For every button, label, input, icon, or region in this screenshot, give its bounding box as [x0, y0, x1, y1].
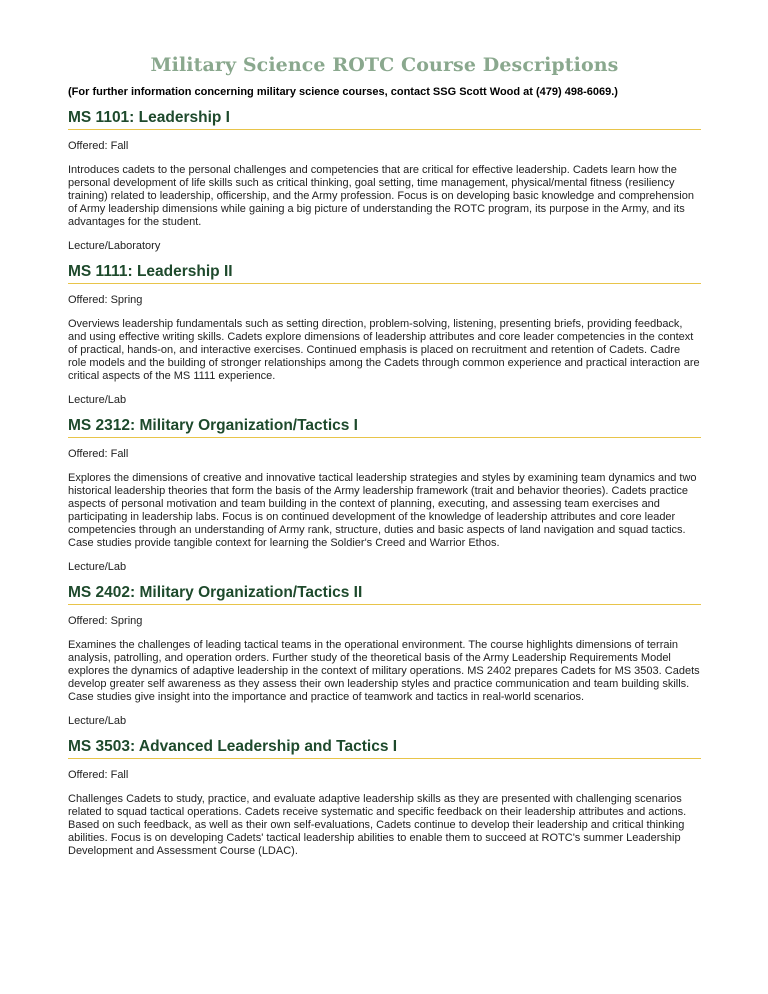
course-format: Lecture/Laboratory	[68, 240, 161, 252]
course-ms-3503	[68, 737, 701, 858]
course-description: Explores the dimensions of creative and innovative tactical leadership strategies and styles by examining team dynamics and two historical leadership theories that form the basis of the Army leadership framework (trait and behavior theories). Cadets practice aspects of personal motivation and team building in the context of planning, executing, and assessing team exercises and participating in leadership labs. Focus is on continued development of the knowledge of leadership attributes and core leader competencies through an understanding of Army rank, structure, duties and basic aspects of land navigation and squad tactics. Case studies provide tangible context for learning the Soldier's Creed and Warrior Ethos.	[68, 472, 697, 549]
course-title: MS 1111: Leadership II	[68, 262, 701, 284]
course-ms-1101	[68, 108, 701, 253]
course-offered: Offered: Fall	[68, 769, 129, 781]
course-description: Introduces cadets to the personal challenges and competencies that are critical for effective leadership. Cadets learn how the personal development of life skills such as critical thinking, goal setting, time management, physical/mental fitness (resiliency training) related to leadership, officership, and the Army profession. Focus is on developing basic knowledge and comprehension of Army leadership dimensions while gaining a big picture of understanding the ROTC program, its purpose in the Army, and its advantages for the student.	[68, 164, 694, 228]
course-description: Challenges Cadets to study, practice, and evaluate adaptive leadership skills as they are presented with challenging scenarios related to squad tactical operations. Cadets receive systematic and specific feedback on their leadership attributes and actions. Based on such feedback, as well as their own self-evaluations, Cadets continue to develop their leadership and critical thinking abilities. Focus is on developing Cadets' tactical leadership abilities to enable them to succeed at ROTC's summer Leadership Development and Assessment Course (LDAC).	[68, 793, 687, 857]
course-format: Lecture/Lab	[68, 715, 127, 727]
course-ms-2312	[68, 416, 701, 574]
course-format: Lecture/Lab	[68, 394, 127, 406]
course-title: MS 2312: Military Organization/Tactics I	[68, 416, 701, 438]
course-offered: Offered: Fall	[68, 448, 129, 460]
course-offered: Offered: Spring	[68, 615, 143, 627]
course-title: MS 1101: Leadership I	[68, 108, 701, 130]
course-title: MS 3503: Advanced Leadership and Tactics I	[68, 737, 701, 759]
document-page	[68, 54, 701, 869]
course-description: Overviews leadership fundamentals such as setting direction, problem-solving, listening, presenting briefs, providing feedback, and using effective writing skills. Cadets explore dimensions of leadership attributes and core leader competencies in the context of practical, hands-on, and interactive exercises. Continued emphasis is placed on recruitment and retention of Cadets. Cadre role models and the building of stronger relationships among the Cadets through common experience and practical interaction are critical aspects of the MS 1111 experience.	[68, 318, 700, 382]
page-title: Military Science ROTC Course Descriptions	[150, 54, 619, 76]
course-title: MS 2402: Military Organization/Tactics II	[68, 583, 701, 605]
contact-note: (For further information concerning military science courses, contact SSG Scott Wood at (479) 498-6069.)	[68, 86, 618, 98]
course-description: Examines the challenges of leading tactical teams in the operational environment. The course highlights dimensions of terrain analysis, patrolling, and operation orders. Further study of the theoretical basis of the Army Leadership Requirements Model explores the dynamics of adaptive leadership in the context of military operations. MS 2402 prepares Cadets for MS 3503. Cadets develop greater self awareness as they assess their own leadership styles and practice communication and team building skills. Case studies give insight into the importance and practice of teamwork and tactics in real-world scenarios.	[68, 639, 700, 703]
course-offered: Offered: Spring	[68, 294, 143, 306]
course-ms-2402	[68, 583, 701, 728]
course-offered: Offered: Fall	[68, 140, 129, 152]
course-ms-1111	[68, 262, 701, 407]
course-format: Lecture/Lab	[68, 561, 127, 573]
